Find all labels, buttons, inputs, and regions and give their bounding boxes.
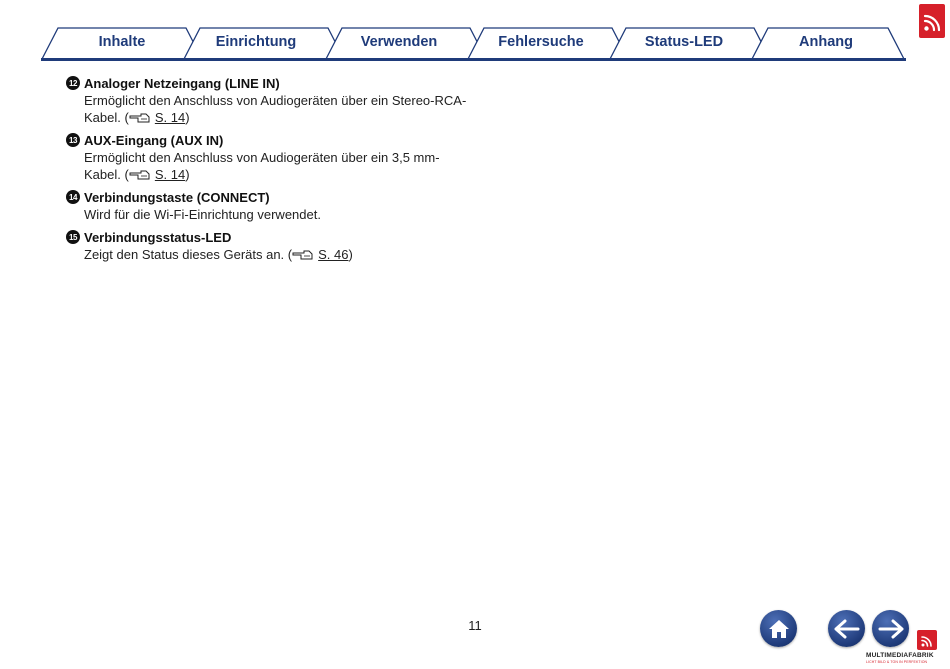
arrow-left-icon	[834, 619, 860, 639]
brand-logo-bottom	[863, 628, 945, 666]
item-desc-line: Kabel.	[84, 110, 121, 125]
item-desc-line: Ermöglicht den Anschluss von Audiogeräten über ein Stereo-RCA-	[84, 93, 467, 108]
tab-inhalte[interactable]: Inhalte	[98, 34, 146, 50]
pointing-hand-icon	[292, 249, 316, 261]
page-reference: ( S. 14)	[124, 110, 190, 125]
content-area	[66, 74, 486, 268]
item-number-badge: 15	[66, 230, 80, 244]
tab-status-led[interactable]: Status-LED	[644, 34, 724, 50]
item-desc-line: Zeigt den Status dieses Geräts an.	[84, 247, 285, 262]
list-item	[66, 188, 486, 223]
previous-page-button[interactable]	[828, 610, 865, 647]
tab-einrichtung[interactable]: Einrichtung	[215, 34, 297, 50]
item-number-badge: 12	[66, 76, 80, 90]
item-desc-line: Kabel.	[84, 167, 121, 182]
page-link[interactable]: S. 46	[318, 247, 349, 262]
signal-icon	[917, 630, 937, 650]
item-number-badge: 14	[66, 190, 80, 204]
item-title: AUX-Eingang (AUX IN)	[84, 132, 224, 148]
list-item	[66, 228, 486, 263]
item-desc-line: Wird für die Wi-Fi-Einrichtung verwendet.	[84, 207, 321, 222]
item-desc-line: Ermöglicht den Anschluss von Audiogeräten über ein 3,5 mm-	[84, 150, 440, 165]
brand-logo-top	[919, 4, 945, 38]
home-icon	[767, 618, 791, 640]
signal-icon	[919, 4, 945, 38]
item-description	[84, 149, 486, 183]
item-title: Verbindungsstatus-LED	[84, 229, 232, 245]
tab-verwenden[interactable]: Verwenden	[360, 34, 438, 50]
item-title: Analoger Netzeingang (LINE IN)	[84, 75, 280, 91]
list-item	[66, 131, 486, 183]
item-number-badge: 13	[66, 133, 80, 147]
page-number: 11	[468, 618, 482, 633]
item-description	[84, 92, 486, 126]
item-description	[84, 246, 486, 263]
pointing-hand-icon	[129, 169, 153, 181]
brand-badge	[917, 630, 937, 650]
list-item	[66, 74, 486, 126]
tab-anhang[interactable]: Anhang	[799, 34, 853, 50]
page-link[interactable]: S. 14	[154, 110, 186, 125]
page-reference: ( S. 46)	[287, 247, 353, 262]
item-title: Verbindungstaste (CONNECT)	[84, 189, 270, 205]
tab-bar	[0, 0, 950, 64]
pointing-hand-icon	[129, 112, 153, 124]
tab-fehlersuche[interactable]: Fehlersuche	[498, 34, 584, 50]
item-description	[84, 206, 486, 223]
brand-tagline: LICHT BILD & TON IN PERFEKTION	[866, 660, 928, 664]
page-link[interactable]: S. 14	[154, 167, 186, 182]
tab-underline	[41, 58, 906, 61]
home-button[interactable]	[760, 610, 797, 647]
page-reference: ( S. 14)	[124, 167, 190, 182]
brand-name: MULTIMEDIAFABRIK	[866, 652, 934, 659]
